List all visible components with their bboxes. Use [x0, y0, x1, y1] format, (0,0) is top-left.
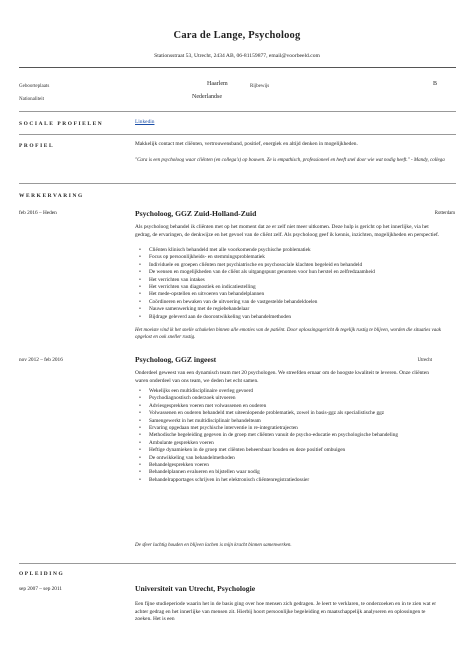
experience-divider	[19, 563, 456, 564]
list-item: • Behandelrapportages schrijven in het elektronisch cliëntenregistratiedossier	[135, 477, 440, 484]
list-item: • Focus op persoonlijkheids- en stemmingsproblematiek	[135, 254, 440, 261]
list-item: • Wekelijks een multidisciplinaire overleg gevoerd	[135, 388, 440, 395]
job-1-title: Psycholoog, GGZ Zuid-Holland-Zuid	[135, 209, 257, 218]
education-date: sep 2007 – sep 2011	[19, 586, 63, 592]
header-divider	[19, 67, 456, 68]
list-item: • Ambulante gesprekken voeren	[135, 440, 440, 447]
job-1-city: Rotterdam	[434, 211, 455, 216]
birthplace-value: Haarlem	[207, 81, 228, 87]
list-item: • Adviesgesprekken voeren met volwassenen en ouderen	[135, 403, 440, 410]
nationality-label: Nationaliteit	[19, 97, 44, 102]
list-item: • Ervaring opgedaan met psychische interventie in re-integratietrajecten	[135, 425, 440, 432]
linkedin-link[interactable]: Linkedin	[135, 119, 155, 125]
list-item: • De wensen en mogelijkheden van de cliënt als uitgangspunt genomen voor hun herstel en zelfredzaamheid	[135, 269, 440, 276]
list-item: • Behandelgesprekken voeren	[135, 462, 440, 469]
job-2-intro: Onderdeel geweest van een dynamisch team met 20 psychologen. We streefden ernaar om de hoogste kwaliteit te leveren. Onze cliënten waren onderdeel van ons team, we deden het echt samen.	[135, 370, 429, 384]
list-item: • Bijdrage geleverd aan de doorontwikkeling van behandelmethoden	[135, 314, 440, 321]
social-divider	[19, 134, 456, 135]
profile-heading: PROFIEL	[19, 143, 55, 149]
education-title: Universiteit van Utrecht, Psychologie	[135, 584, 256, 593]
profile-divider	[19, 183, 456, 184]
job-1-intro: Als psycholoog behandel ik cliënten met op het moment dat ze er zelf niet meer uitkomen. Deze hulp is gericht op het innerlijke, via het gedrag, de ervaringen, de denkwijze en het gevoel van de cliënt zelf. Als psycholoog geef ik kennis, inzichten, mogelijkheden en perspectief.	[135, 224, 440, 238]
profile-text: Makkelijk contact met cliënten, vertrouwensband, positief, energiek en altijd denken in mogelijkheden.	[135, 141, 358, 147]
license-label: Rijbewijs	[250, 84, 270, 89]
list-item: • Het verrichten van intakes	[135, 277, 440, 284]
list-item: • Nauwe samenwerking met de regiebehandelaar	[135, 306, 440, 313]
education-heading: OPLEIDING	[19, 571, 65, 577]
contact-line: Stationsstraat 53, Utrecht, 2434 AB, 06-81159877, email@voorbeeld.com	[154, 53, 320, 59]
education-text: Een fijne studieperiode waarin het in de basis ging over hoe mensen zich gedragen. Je leert te verklaren, te onderzoeken en in te zien wat er achter gedrag en het innerlijke van mensen zit. Hierbij hoort persoonlijke begeleiding en maatschappelijk analyseren en oplossingen te zoeken. Het is een	[135, 601, 437, 623]
profile-quote: "Cara is een psycholoog waar cliënten (en collega's) op bouwen. Ze is empathisch, professioneel en heeft snel door wie wat nodig heeft." - Mandy, collega	[135, 158, 445, 163]
birthplace-label: Geboorteplaats	[19, 84, 50, 89]
job-1-note: Het moeiste vind ik het snelle schakelen binnen alle emoties van de patiënt. Door oplossingsgericht & tegelijk rustig te blijven, worden die situaties vaak opgelost en ook sneller rustig.	[135, 328, 441, 341]
candidate-name: Cara de Lange, Psycholoog	[173, 30, 301, 41]
license-value: B	[433, 81, 438, 87]
job-2-title: Psycholoog, GGZ ingeest	[135, 355, 217, 364]
list-item: • Methodische begeleiding gegeven in de groep met cliënten vanuit de psycho-educatie en psychologische behandeling	[135, 432, 440, 439]
list-item: • Cliënten klinisch behandeld met alle voorkomende psychische problematiek	[135, 247, 440, 254]
list-item: • Het verrichten van diagnostiek en indicatiestelling	[135, 284, 440, 291]
job-2-city: Utrecht	[417, 358, 432, 363]
list-item: • Het mede-opstellen en uitvoeren van behandelplannen	[135, 291, 440, 298]
job-2-bullets	[135, 388, 440, 484]
list-item: • De ontwikkeling van behandelmethoden	[135, 455, 440, 462]
list-item: • Volwassenen en ouderen behandeld met uiteenlopende problematiek, zowel in basis-ggz als specialistische ggz	[135, 410, 440, 417]
job-2-date: nov 2012 – feb 2016	[19, 357, 63, 363]
job-2-note: De sfeer luchtig houden en blijven lachen is mijn kracht binnen samenwerken.	[135, 543, 292, 548]
nationality-value: Nederlandse	[192, 94, 222, 100]
list-item: • Psychodiagnostisch onderzoek uitvoeren	[135, 395, 440, 402]
experience-heading: WERKERVARING	[19, 193, 84, 199]
job-1-bullets	[135, 247, 440, 321]
job-1-date: feb 2016 – Heden	[19, 210, 57, 216]
personal-divider	[19, 111, 456, 112]
list-item: • Heftige dynamieken in de groep met cliënten beheersbaar houden en deze positief ombuigen	[135, 447, 440, 454]
list-item: • Individuele en groepen cliënten met psychiatrische en psychosociale klachten begeleid en behandeld	[135, 262, 440, 269]
list-item: • Coördineren en bewaken van de uitvoering van de vastgestelde behandeldoelen	[135, 299, 440, 306]
social-heading: SOCIALE PROFIELEN	[19, 121, 104, 127]
list-item: • Behandelplannen evalueren en bijstellen waar nodig	[135, 469, 440, 476]
list-item: • Samengewerkt in het multidisciplinair behandelteam	[135, 418, 440, 425]
